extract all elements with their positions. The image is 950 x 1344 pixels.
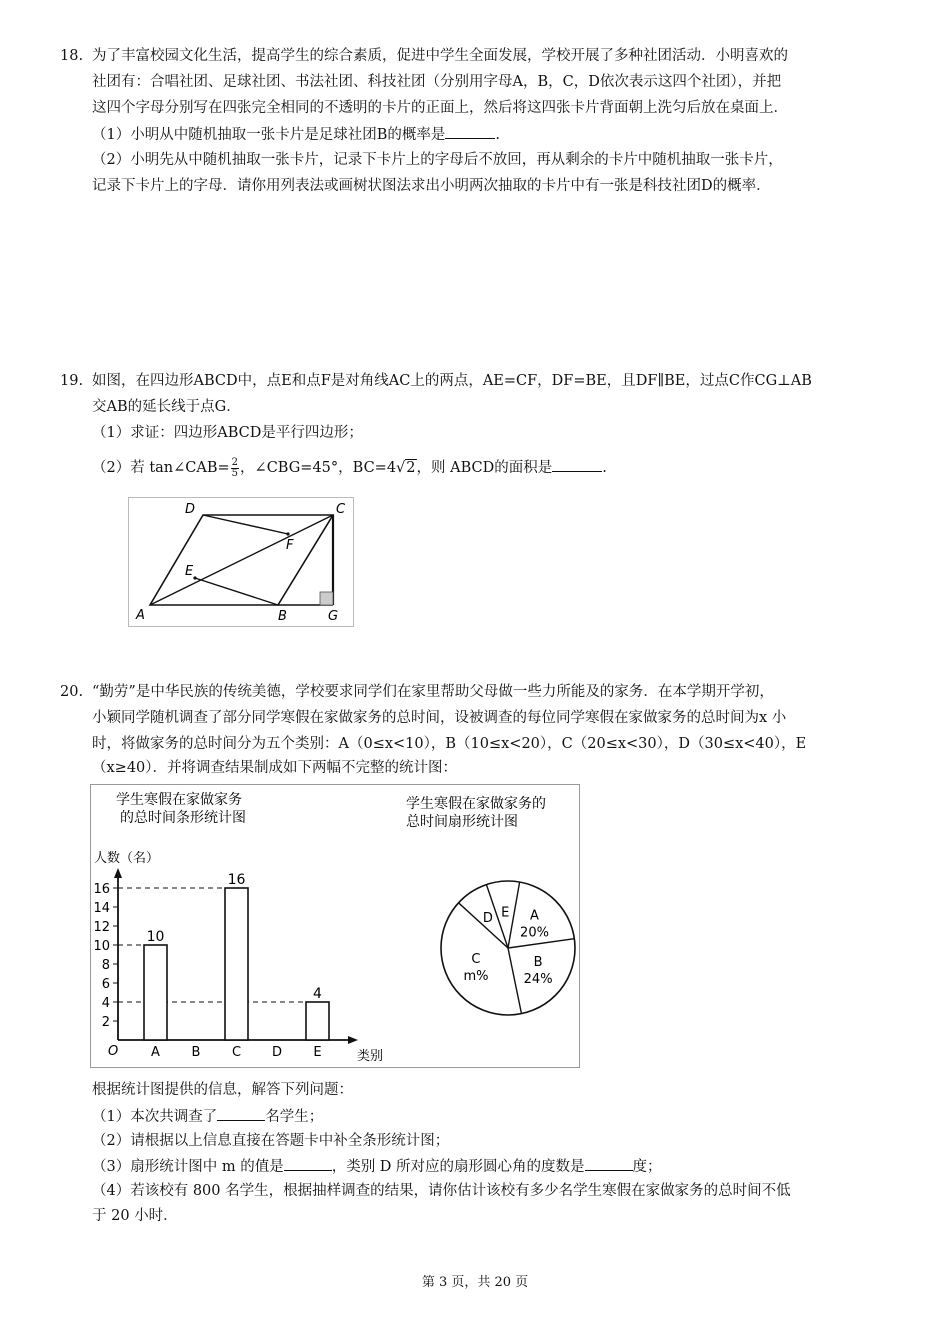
q19-part-2 <box>92 455 607 481</box>
q20-part-3-text-c: 度； <box>632 1159 662 1175</box>
bar-value-label: 10 <box>146 929 165 945</box>
y-tick-label: 10 <box>93 939 110 954</box>
point-e <box>193 576 196 579</box>
y-tick-label: 16 <box>93 882 110 897</box>
pie-slice-percent-c: m% <box>463 969 489 985</box>
q18-part-2-line-1: （2）小明先从中随机抽取一张卡片，记录下卡片上的字母后不放回，再从剩余的卡片中随机抽取一张卡片， <box>92 152 783 168</box>
q20-number: 20. <box>60 684 84 700</box>
q20-line-1: “勤劳”是中华民族的传统美德，学校要求同学们在家里帮助父母做一些力所能及的家务．在本学期开学初， <box>92 684 774 700</box>
pie-slice-label-b: B <box>533 955 543 971</box>
q19-part-2-text-a: （2）若 tan∠CAB= <box>92 460 230 476</box>
pie-slice-label-d: D <box>482 911 493 927</box>
q19-line-2: 交AB的延长线于点G． <box>92 399 241 415</box>
y-tick-label: 2 <box>101 1015 110 1030</box>
x-tick-label: D <box>271 1045 283 1060</box>
pie-slice-label-a: A <box>530 908 539 924</box>
q20-part-3 <box>92 1156 662 1177</box>
bar-a <box>144 945 167 1040</box>
label-e: E <box>185 564 194 579</box>
label-g: G <box>328 609 339 624</box>
page-footer: 第 3 页，共 20 页 <box>421 1275 529 1290</box>
q20-part-1 <box>92 1106 323 1127</box>
q20-part-4-line-1: （4）若该校有 800 名学生，根据抽样调查的结果，请你估计该校有多少名学生寒假在家做家务的总时间不低 <box>92 1183 791 1199</box>
y-tick-label: 4 <box>101 996 110 1011</box>
fraction-denominator: 5 <box>231 467 239 479</box>
label-c: C <box>336 502 346 517</box>
pie-chart-title-line-2: 总时间扇形统计图 <box>406 814 518 830</box>
q19-part-1: （1）求证：四边形ABCD是平行四边形； <box>92 425 363 441</box>
label-f: F <box>286 538 294 553</box>
x-tick-label: B <box>191 1045 201 1060</box>
q20-part-4-line-2: 于 20 小时． <box>92 1208 178 1224</box>
answer-blank[interactable] <box>445 124 495 139</box>
pie-slice-percent-b: 24% <box>523 972 553 988</box>
q18-part-1-end: . <box>495 127 500 143</box>
q18-number: 18. <box>60 48 84 64</box>
label-a: A <box>136 608 145 623</box>
figure-frame <box>129 498 354 627</box>
answer-blank[interactable] <box>585 1156 633 1171</box>
q18-part-2-line-2: 记录下卡片上的字母．请你用列表法或画树状图法求出小明两次抽取的卡片中有一张是科技社团D的概率． <box>92 178 771 194</box>
bar-value-label: 4 <box>313 986 322 1002</box>
q19-part-2-text-c: ，则 ABCD的面积是 <box>416 460 553 476</box>
answer-blank[interactable] <box>552 457 602 472</box>
fraction <box>231 458 239 479</box>
q20-after-text: 根据统计图提供的信息，解答下列问题： <box>92 1082 353 1098</box>
q20-part-2: （2）请根据以上信息直接在答题卡中补全条形统计图； <box>92 1133 450 1149</box>
q18-line-2: 社团有：合唱社团、足球社团、书法社团、科技社团（分别用字母A，B，C，D依次表示这四个社团），并把 <box>92 74 782 90</box>
q20-part-3-text-b: ，类别 D 所对应的扇形圆心角的度数是 <box>331 1159 585 1175</box>
answer-blank[interactable] <box>284 1156 332 1171</box>
label-b: B <box>278 609 287 624</box>
right-angle-mark <box>320 592 333 605</box>
q20-line-4: （x≥40）．并将调查结果制成如下两幅不完整的统计图： <box>92 760 458 776</box>
q20-part-1-text: （1）本次共调查了 <box>92 1109 218 1125</box>
bar-c <box>225 888 248 1040</box>
y-tick-label: 6 <box>101 977 110 992</box>
q19-part-2-end: . <box>602 460 607 476</box>
bar-e <box>306 1002 329 1040</box>
q20-part-3-text-a: （3）扇形统计图中 m 的值是 <box>92 1159 284 1175</box>
bar-chart-title-line-1: 学生寒假在家做家务 <box>116 792 242 808</box>
q19-part-2-text-b: ，∠CBG=45°，BC=4 <box>240 460 397 476</box>
bar-chart-y-label: 人数（名） <box>94 851 160 866</box>
x-tick-label: C <box>231 1045 242 1060</box>
label-d: D <box>185 502 196 517</box>
x-tick-label: E <box>313 1045 322 1060</box>
q18-line-1: 为了丰富校园文化生活，提高学生的综合素质，促进中学生全面发展，学校开展了多种社团活动．小明喜欢的 <box>92 48 788 64</box>
pie-chart-title-line-1: 学生寒假在家做家务的 <box>406 796 546 812</box>
q19-line-1: 如图，在四边形ABCD中，点E和点F是对角线AC上的两点，AE=CF，DF=BE，且DF∥BE，过点C作CG⊥AB <box>92 373 812 389</box>
pie-slice-label-e: E <box>501 905 510 921</box>
sqrt-radicand: 2 <box>406 460 416 476</box>
sqrt-sign: √ <box>396 460 406 476</box>
bar-chart-origin: O <box>108 1044 119 1059</box>
bar-value-label: 16 <box>227 872 246 888</box>
fraction-numerator: 2 <box>231 456 239 468</box>
parallelogram-figure <box>128 497 354 627</box>
x-tick-label: A <box>151 1045 160 1060</box>
pie-slice-label-c: C <box>471 952 481 968</box>
y-tick-label: 12 <box>93 920 110 935</box>
q20-part-1-end: 名学生； <box>265 1109 324 1125</box>
q19-number: 19. <box>60 373 84 389</box>
answer-blank[interactable] <box>217 1106 265 1121</box>
q18-line-3: 这四个字母分别写在四张完全相同的不透明的卡片的正面上，然后将这四张卡片背面朝上洗匀后放在桌面上． <box>92 100 788 116</box>
statistics-charts <box>90 784 580 1068</box>
q20-line-2: 小颖同学随机调查了部分同学寒假在家做家务的总时间，设被调查的每位同学寒假在家做家务的总时间为x 小 <box>92 710 787 726</box>
q20-line-3: 时，将做家务的总时间分为五个类别：A（0≤x<10），B（10≤x<20），C（20≤x<30），D（30≤x<40），E <box>92 736 807 752</box>
pie-slice-percent-a: 20% <box>520 925 549 941</box>
y-tick-label: 14 <box>93 901 110 916</box>
pie-chart <box>441 881 575 1015</box>
bar-chart-title-line-2: 的总时间条形统计图 <box>120 810 246 826</box>
y-tick-label: 8 <box>101 958 110 973</box>
q18-part-1 <box>92 124 500 145</box>
point-f <box>286 532 289 535</box>
q18-part-1-text: （1）小明从中随机抽取一张卡片是足球社团B的概率是 <box>92 127 446 143</box>
bar-chart-x-label: 类别 <box>357 1049 384 1064</box>
